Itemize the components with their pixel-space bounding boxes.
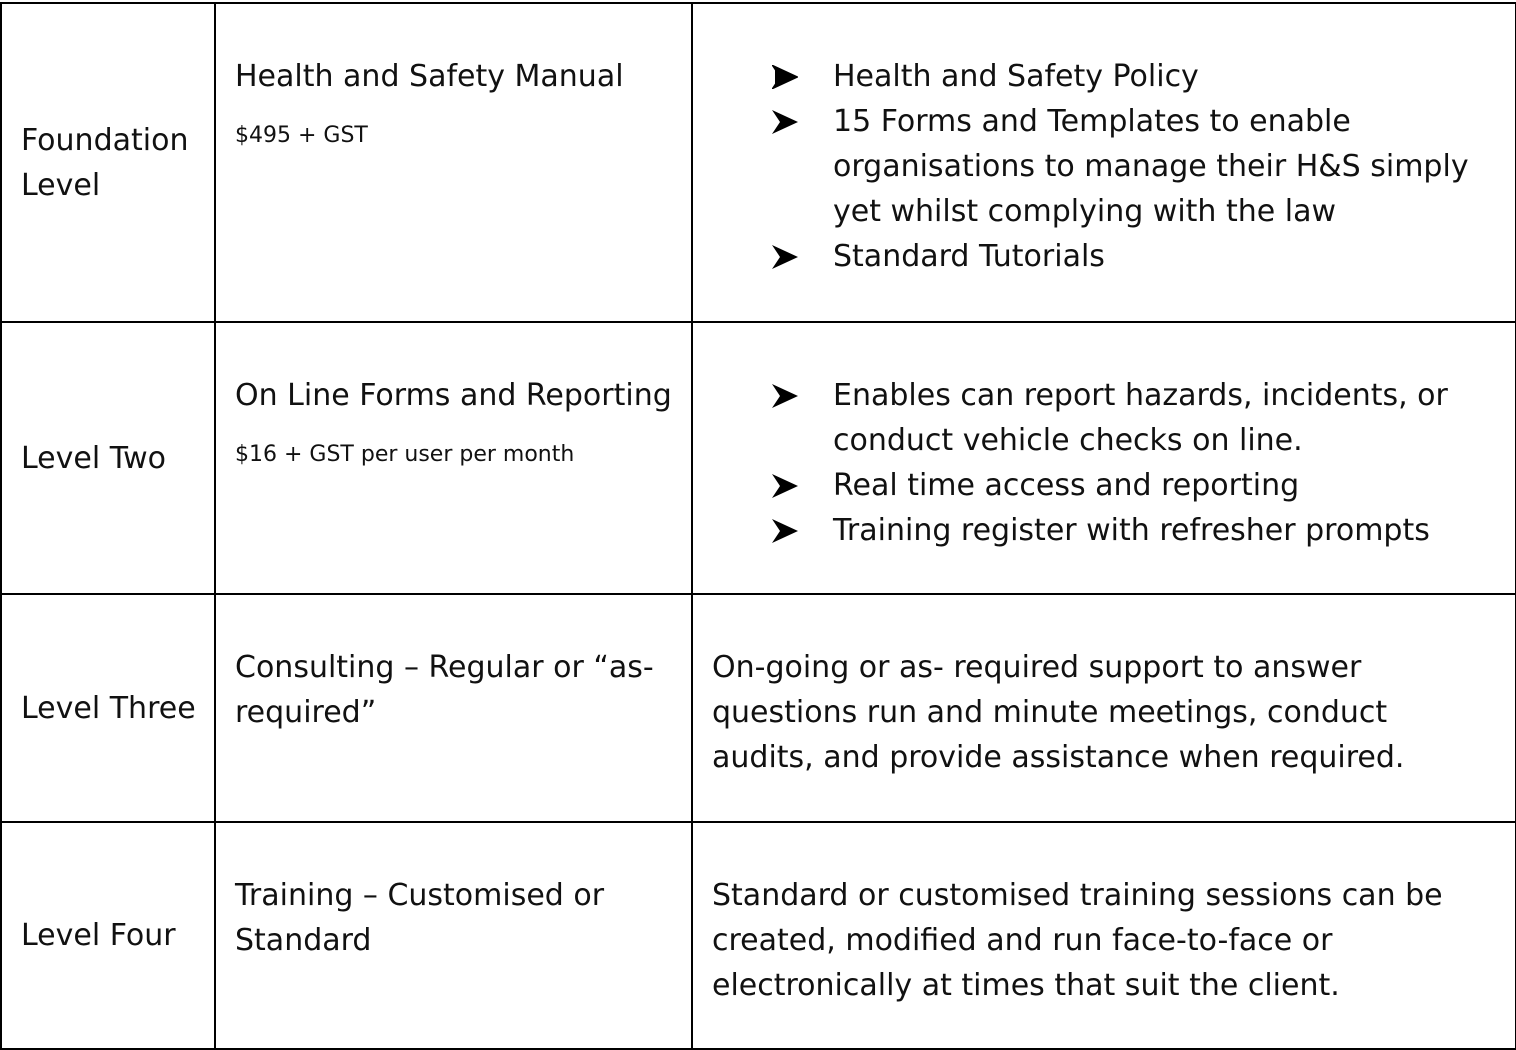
service-description: On-going or as- required support to answer questions run and minute meetings, conduct audits, and provide assistance when required. bbox=[712, 650, 1405, 775]
list-item-text: Standard Tutorials bbox=[833, 239, 1105, 274]
service-price: $495 + GST bbox=[235, 123, 368, 148]
arrowhead-bullet-icon bbox=[772, 65, 798, 89]
list-item bbox=[772, 508, 1495, 553]
level-cell bbox=[1, 3, 215, 322]
level-label: Level Three bbox=[21, 690, 196, 726]
level-label: Foundation Level bbox=[21, 122, 189, 203]
level-label: Level Two bbox=[21, 440, 166, 476]
description-cell bbox=[692, 322, 1516, 594]
service-cell bbox=[215, 3, 692, 322]
list-item-text: 15 Forms and Templates to enable organisations to manage their H&S simply yet whilst complying with the law bbox=[833, 104, 1469, 229]
list-item-text: Real time access and reporting bbox=[833, 468, 1300, 503]
service-price: $16 + GST per user per month bbox=[235, 442, 575, 467]
service-name: Training – Customised or Standard bbox=[235, 878, 605, 958]
feature-list bbox=[712, 373, 1495, 553]
arrowhead-bullet-icon bbox=[772, 110, 798, 134]
table-row-foundation bbox=[1, 3, 1516, 322]
level-cell bbox=[1, 822, 215, 1049]
service-name: Consulting – Regular or “as-required” bbox=[235, 650, 654, 730]
table-row-level-two bbox=[1, 322, 1516, 594]
level-cell bbox=[1, 322, 215, 594]
service-description: Standard or customised training sessions can be created, modified and run face-to-face or electronically at times that suit the client. bbox=[712, 878, 1443, 1003]
arrowhead-bullet-icon bbox=[772, 474, 798, 498]
list-item bbox=[772, 373, 1495, 463]
level-cell bbox=[1, 594, 215, 822]
description-cell bbox=[692, 822, 1516, 1049]
service-cell bbox=[215, 822, 692, 1049]
list-item bbox=[772, 234, 1495, 279]
description-cell bbox=[692, 3, 1516, 322]
description-cell bbox=[692, 594, 1516, 822]
arrowhead-bullet-icon bbox=[772, 384, 798, 408]
service-name: On Line Forms and Reporting bbox=[235, 378, 672, 413]
list-item-text: Enables can report hazards, incidents, or conduct vehicle checks on line. bbox=[833, 378, 1448, 458]
list-item bbox=[772, 54, 1495, 99]
level-label: Level Four bbox=[21, 918, 176, 953]
list-item bbox=[772, 99, 1495, 234]
feature-list bbox=[712, 54, 1495, 279]
list-item-text: Training register with refresher prompts bbox=[833, 513, 1430, 548]
arrowhead-bullet-icon bbox=[772, 245, 798, 269]
list-item-text: Health and Safety Policy bbox=[833, 59, 1199, 94]
arrowhead-bullet-icon bbox=[772, 519, 798, 543]
service-cell bbox=[215, 322, 692, 594]
table-row-level-three bbox=[1, 594, 1516, 822]
service-levels-table bbox=[0, 2, 1516, 1050]
service-cell bbox=[215, 594, 692, 822]
table-row-level-four bbox=[1, 822, 1516, 1049]
list-item bbox=[772, 463, 1495, 508]
service-name: Health and Safety Manual bbox=[235, 59, 624, 94]
